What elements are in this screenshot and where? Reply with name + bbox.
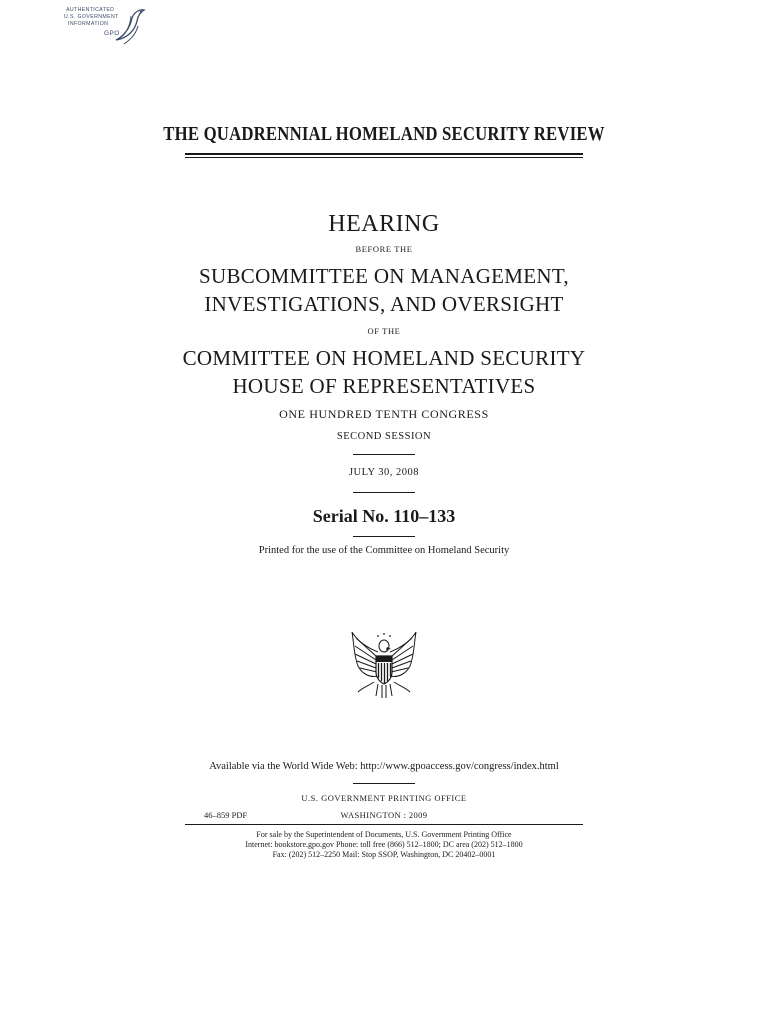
publication-place-year: WASHINGTON : 2009 bbox=[340, 810, 428, 820]
printed-for-note: Printed for the use of the Committee on Homeland Security bbox=[258, 545, 510, 556]
committee-name-line-1: COMMITTEE ON HOMELAND SECURITY bbox=[182, 346, 586, 370]
pdf-number: 46–859 PDF bbox=[204, 810, 248, 820]
before-the-label: BEFORE THE bbox=[355, 244, 413, 254]
of-the-label: OF THE bbox=[367, 326, 401, 336]
document-title: THE QUADRENNIAL HOMELAND SECURITY REVIEW bbox=[163, 124, 605, 145]
hearing-heading: HEARING bbox=[328, 211, 440, 237]
footer-contact-line: Internet: bookstore.gpo.gov Phone: toll free (866) 512–1800; DC area (202) 512–1800 bbox=[245, 840, 523, 849]
committee-name-line-2: HOUSE OF REPRESENTATIVES bbox=[232, 374, 536, 398]
serial-divider bbox=[353, 536, 415, 537]
eagle-seal-icon bbox=[348, 630, 420, 700]
footer-mail-line: Fax: (202) 512–2250 Mail: Stop SSOP, Washington, DC 20402–0001 bbox=[272, 850, 496, 859]
serial-number: Serial No. 110–133 bbox=[312, 506, 456, 526]
gpo-authentication-seal bbox=[58, 4, 148, 48]
subcommittee-name-line-1: SUBCOMMITTEE ON MANAGEMENT, bbox=[199, 264, 569, 288]
session-divider bbox=[353, 454, 415, 455]
printing-office-name: U.S. GOVERNMENT PRINTING OFFICE bbox=[301, 793, 467, 803]
date-divider bbox=[353, 492, 415, 493]
title-rule-thin bbox=[185, 157, 583, 158]
seal-text-gpo: GPO bbox=[104, 30, 120, 37]
session-label: SECOND SESSION bbox=[336, 431, 432, 442]
hearing-date: JULY 30, 2008 bbox=[348, 467, 420, 478]
title-rule-thick bbox=[185, 153, 583, 155]
footer-sale-note: For sale by the Superintendent of Documents, U.S. Government Printing Office bbox=[256, 830, 512, 839]
gpo-eagle-icon bbox=[110, 6, 146, 48]
congress-label: ONE HUNDRED TENTH CONGRESS bbox=[279, 407, 489, 421]
availability-divider bbox=[353, 783, 415, 784]
footer-rule bbox=[185, 824, 583, 825]
seal-text-authenticated: AUTHENTICATED bbox=[66, 7, 115, 13]
seal-text-information: INFORMATION bbox=[68, 21, 109, 27]
web-availability-note: Available via the World Wide Web: http://www.gpoaccess.gov/congress/index.html bbox=[209, 761, 559, 772]
seal-text-government: U.S. GOVERNMENT bbox=[64, 14, 119, 20]
subcommittee-name-line-2: INVESTIGATIONS, AND OVERSIGHT bbox=[204, 292, 564, 316]
